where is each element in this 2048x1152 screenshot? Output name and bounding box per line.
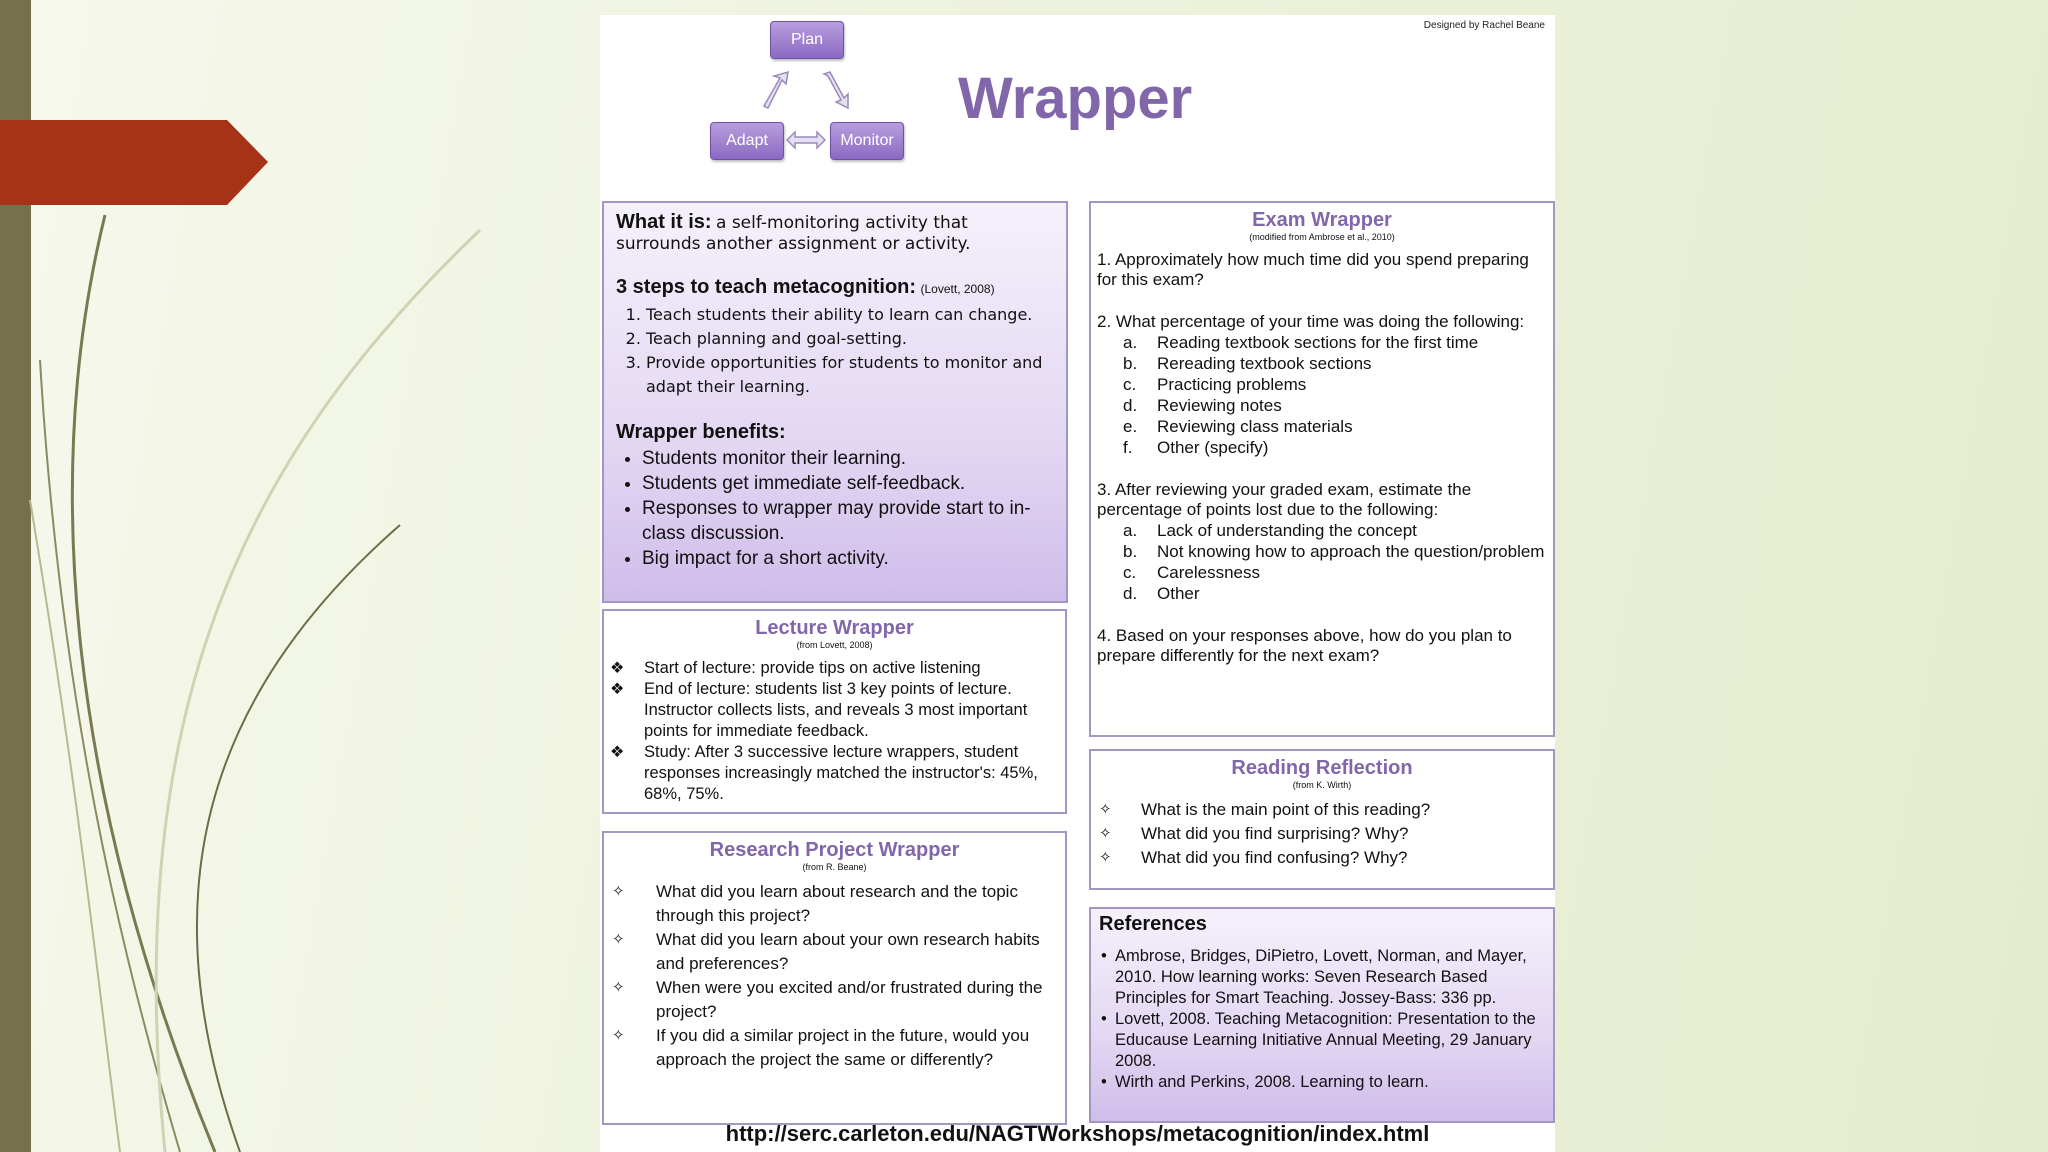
exam-question-1: 1. Approximately how much time did you spend preparing for this exam? <box>1097 250 1529 289</box>
steps-heading: 3 steps to teach metacognition: <box>616 276 917 298</box>
research-list <box>608 880 1061 1072</box>
cycle-monitor: Monitor <box>830 122 904 160</box>
lecture-subtitle: (from Lovett, 2008) <box>796 640 873 650</box>
option-item: d. Reviewing notes <box>1123 396 1282 415</box>
reading-list <box>1095 798 1549 870</box>
lecture-list <box>608 658 1061 805</box>
steps-list <box>616 303 1054 399</box>
what-text: a self-monitoring activity that surrounds another assignment or activity. <box>616 213 971 254</box>
diamond-bullet-icon: ❖ <box>610 681 625 698</box>
benefit-item: • Responses to wrapper may provide start to in-class discussion. <box>642 496 1054 546</box>
reference-item: • Wirth and Perkins, 2008. Learning to learn. <box>1101 1073 1429 1091</box>
star-bullet-icon: ✧ <box>1099 825 1112 842</box>
designer-credit: Designed by Rachel Beane <box>1423 20 1545 31</box>
benefit-item: • Big impact for a short activity. <box>642 546 1054 571</box>
arrow-adapt-to-plan-icon <box>760 70 792 110</box>
references-box <box>1089 907 1555 1123</box>
reading-title: Reading Reflection <box>1231 757 1413 779</box>
option-item: c. Carelessness <box>1123 563 1260 582</box>
step-item: 2. Teach planning and goal-setting. <box>646 327 1054 351</box>
red-arrow-tab <box>0 120 268 205</box>
exam-subtitle: (modified from Ambrose et al., 2010) <box>1249 232 1395 242</box>
exam-question-3: 3. After reviewing your graded exam, estimate the percentage of points lost due to the following: <box>1097 480 1472 519</box>
exam-q2-options <box>1097 332 1547 458</box>
option-item: c. Practicing problems <box>1123 375 1307 394</box>
exam-question-2: 2. What percentage of your time was doing the following: <box>1097 312 1525 331</box>
research-title: Research Project Wrapper <box>709 839 960 861</box>
list-item: ✧ If you did a similar project in the future, would you approach the project the same or differently? <box>612 1026 1030 1069</box>
list-item: ❖ Study: After 3 successive lecture wrappers, student responses increasingly matched the instructor's: 45%, 68%, 75%. <box>610 743 1038 803</box>
arrow-adapt-monitor-icon <box>785 129 827 151</box>
exam-q3-options <box>1097 520 1547 604</box>
list-item: ✧ What did you learn about your own research habits and preferences? <box>612 930 1040 973</box>
research-subtitle: (from R. Beane) <box>802 862 867 872</box>
cycle-plan: Plan <box>770 21 844 59</box>
page-title: Wrapper <box>958 66 1193 131</box>
star-bullet-icon: ✧ <box>612 883 625 900</box>
reading-subtitle: (from K. Wirth) <box>1292 780 1352 790</box>
list-item: ❖ Start of lecture: provide tips on active listening <box>610 659 981 677</box>
list-item: ✧ What did you find confusing? Why? <box>1141 846 1549 870</box>
option-item: d. Other <box>1123 584 1200 603</box>
option-item: b. Not knowing how to approach the question/problem <box>1123 542 1545 561</box>
diamond-bullet-icon: ❖ <box>610 660 625 677</box>
wrapper-handout <box>600 15 1555 1152</box>
lecture-wrapper-box <box>602 609 1067 814</box>
benefit-item: • Students get immediate self-feedback. <box>642 471 1054 496</box>
benefits-list <box>616 446 1054 571</box>
what-it-is-box <box>602 201 1068 603</box>
star-bullet-icon: ✧ <box>612 931 625 948</box>
references-heading: References <box>1099 913 1207 935</box>
resource-url: http://serc.carleton.edu/NAGTWorkshops/metacognition/index.html <box>725 1121 1430 1146</box>
research-wrapper-box <box>602 831 1067 1125</box>
exam-title: Exam Wrapper <box>1252 209 1392 231</box>
cycle-adapt: Adapt <box>710 122 784 160</box>
list-item: ✧ What did you learn about research and the topic through this project? <box>612 882 1018 925</box>
references-list <box>1099 946 1545 1093</box>
steps-cite: (Lovett, 2008) <box>920 282 995 296</box>
option-item: b. Rereading textbook sections <box>1123 354 1372 373</box>
benefits-heading: Wrapper benefits: <box>616 421 786 443</box>
reference-item: • Lovett, 2008. Teaching Metacognition: Presentation to the Educause Learning Initiative Annual Meeting, 29 January 2008. <box>1101 1010 1536 1070</box>
exam-question-4: 4. Based on your responses above, how do you plan to prepare differently for the next exam? <box>1097 626 1512 665</box>
reading-reflection-box <box>1089 749 1555 890</box>
star-bullet-icon: ✧ <box>612 1027 625 1044</box>
list-item: ✧ What is the main point of this reading? <box>1141 798 1549 822</box>
star-bullet-icon: ✧ <box>1099 801 1112 818</box>
option-item: f. Other (specify) <box>1123 438 1269 457</box>
lecture-title: Lecture Wrapper <box>755 617 914 639</box>
reference-item: • Ambrose, Bridges, DiPietro, Lovett, Norman, and Mayer, 2010. How learning works: Seven Research Based Principles for Smart Teaching. Jossey-Bass: 336 pp. <box>1101 947 1527 1007</box>
benefit-item: • Students monitor their learning. <box>642 446 1054 471</box>
what-heading: What it is: <box>616 211 712 233</box>
diamond-bullet-icon: ❖ <box>610 744 625 761</box>
option-item: a. Lack of understanding the concept <box>1123 521 1417 540</box>
arrow-plan-to-monitor-icon <box>820 70 852 110</box>
star-bullet-icon: ✧ <box>1099 849 1112 866</box>
list-item: ✧ When were you excited and/or frustrated during the project? <box>612 978 1043 1021</box>
star-bullet-icon: ✧ <box>612 979 625 996</box>
option-item: e. Reviewing class materials <box>1123 417 1353 436</box>
exam-wrapper-box <box>1089 201 1555 737</box>
step-item: 1. Teach students their ability to learn can change. <box>646 303 1054 327</box>
option-item: a. Reading textbook sections for the first time <box>1123 333 1479 352</box>
list-item: ❖ End of lecture: students list 3 key points of lecture. Instructor collects lists, and reveals 3 most important points for immediate feedback. <box>610 680 1028 740</box>
step-item: 3. Provide opportunities for students to monitor and adapt their learning. <box>646 351 1054 399</box>
list-item: ✧ What did you find surprising? Why? <box>1141 822 1549 846</box>
